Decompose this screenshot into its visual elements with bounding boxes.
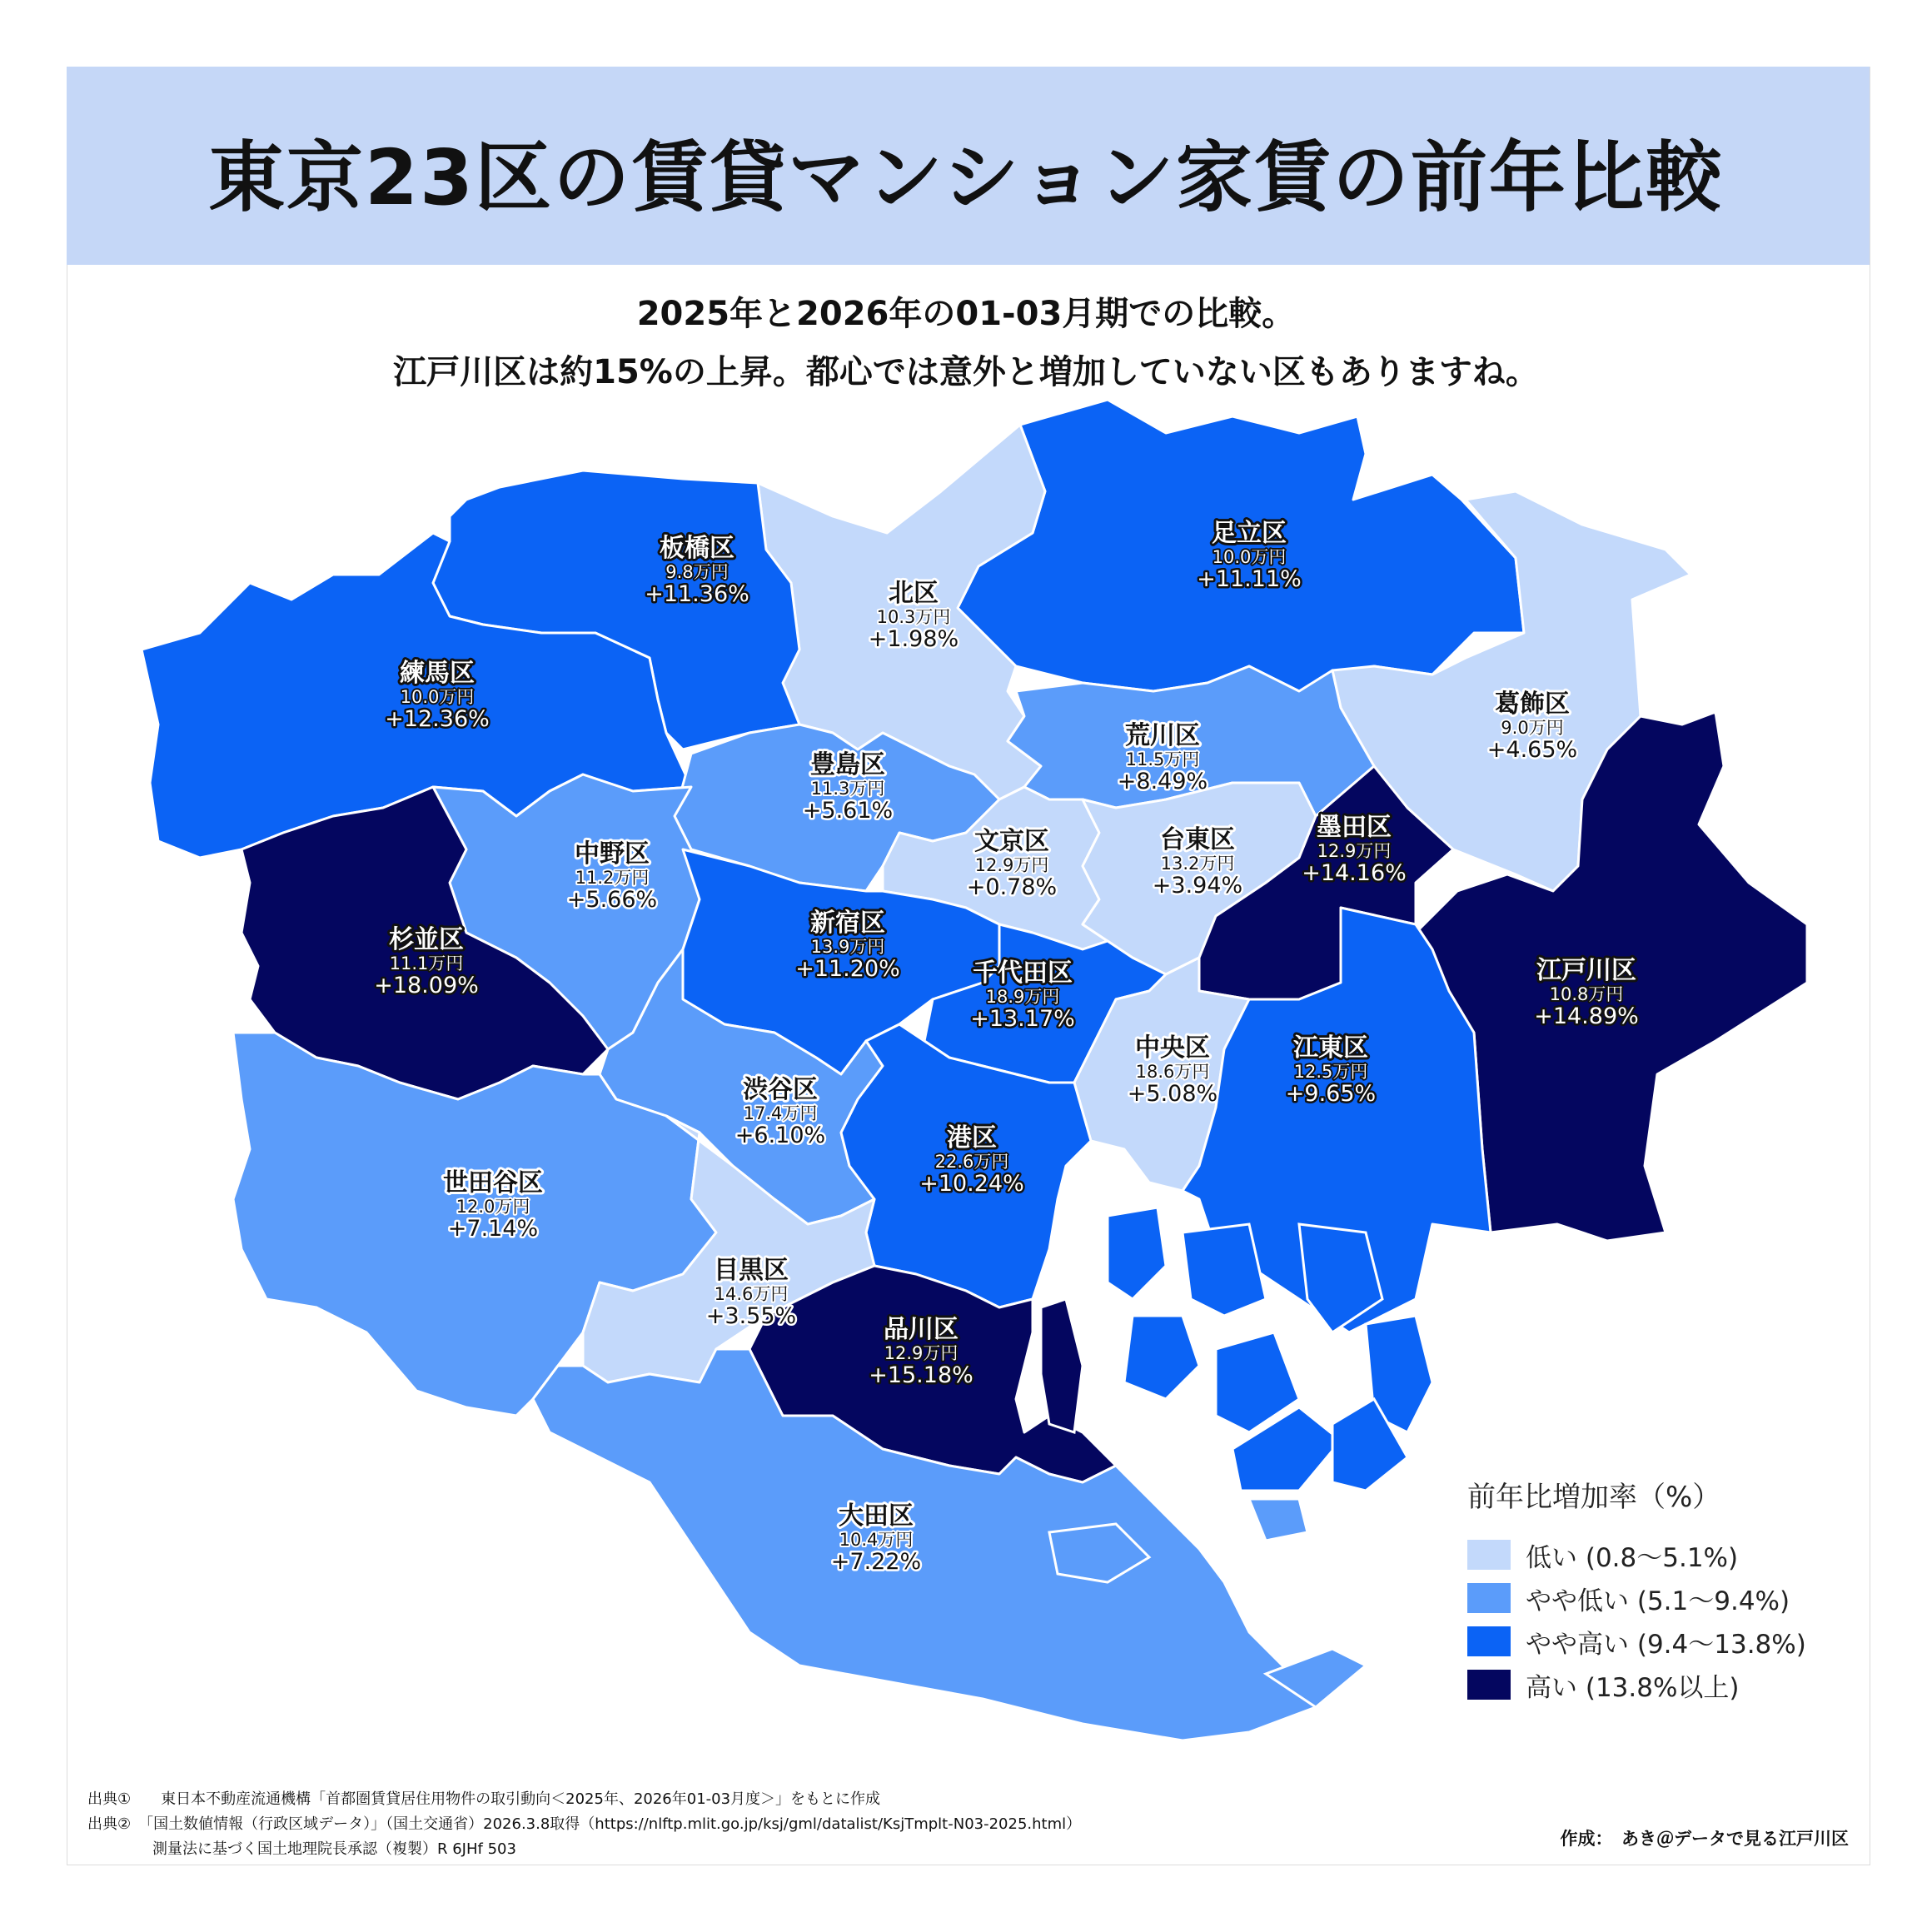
ward-rent-label: 13.9万円 xyxy=(810,937,885,957)
ward-rent-label: 11.1万円 xyxy=(389,954,464,973)
legend-swatch xyxy=(1467,1540,1511,1570)
legend-swatch xyxy=(1467,1626,1511,1656)
ward-name-label: 板橋区 xyxy=(660,534,734,563)
ward-name-label: 品川区 xyxy=(884,1315,959,1344)
ward-name-label: 墨田区 xyxy=(1317,813,1392,842)
ward-name-label: 足立区 xyxy=(1212,519,1287,548)
ward-rent-label: 11.3万円 xyxy=(810,779,885,799)
ward-rent-label: 12.9万円 xyxy=(974,855,1049,875)
ward-rate-label: +1.98% xyxy=(868,626,959,652)
ward-name-label: 港区 xyxy=(947,1123,997,1153)
ward-rate-label: +6.10% xyxy=(734,1123,826,1148)
ward-rate-label: +12.36% xyxy=(385,706,490,732)
ward-rent-label: 17.4万円 xyxy=(743,1103,818,1123)
ward-rent-label: 12.9万円 xyxy=(884,1343,959,1363)
ward-name-label: 渋谷区 xyxy=(743,1075,818,1104)
ward-rent-label: 12.5万円 xyxy=(1293,1062,1368,1082)
ward-rate-label: +11.11% xyxy=(1197,566,1302,592)
source-line-3: 測量法に基づく国土地理院長承認（複製）R 6JHf 503 xyxy=(152,1840,516,1858)
legend xyxy=(1467,1474,1834,1706)
ward-rate-label: +3.55% xyxy=(705,1303,797,1329)
ward-rate-label: +7.22% xyxy=(830,1549,922,1575)
legend-item-mid-low xyxy=(1467,1576,1834,1620)
ward-rate-label: +10.24% xyxy=(919,1171,1024,1197)
ward-rent-label: 9.8万円 xyxy=(665,562,729,582)
ward-rent-label: 22.6万円 xyxy=(934,1152,1009,1172)
ward-rate-label: +11.36% xyxy=(645,581,749,607)
ward-name-label: 豊島区 xyxy=(810,750,885,779)
ward-rate-label: +15.18% xyxy=(869,1362,973,1388)
ward-rate-label: +11.20% xyxy=(795,956,900,982)
legend-title: 前年比増加率（%） xyxy=(1467,1481,1721,1514)
ward-rate-label: +14.16% xyxy=(1302,860,1407,886)
ward-rent-label: 9.0万円 xyxy=(1501,718,1564,738)
ward-rate-label: +5.08% xyxy=(1127,1081,1218,1107)
source-line-1: 出典① 東日本不動産流通機構「首都圏賃貸居住用物件の取引動向＜2025年、2026年01-03月度＞」をもとに作成 xyxy=(87,1790,881,1808)
ward-name-label: 江東区 xyxy=(1293,1033,1368,1063)
legend-item-mid-high xyxy=(1467,1620,1834,1663)
legend-label: 低い (0.8〜5.1%) xyxy=(1526,1542,1739,1573)
ward-rent-label: 14.6万円 xyxy=(714,1284,789,1304)
ward-name-label: 世田谷区 xyxy=(443,1168,543,1198)
legend-label: やや低い (5.1〜9.4%) xyxy=(1526,1586,1790,1616)
ward-name-label: 江戸川区 xyxy=(1536,956,1636,985)
ward-name-label: 中野区 xyxy=(575,839,650,869)
ward-name-label: 北区 xyxy=(889,579,939,608)
ward-rent-label: 10.4万円 xyxy=(839,1530,914,1550)
subtitle-line-2: 江戸川区は約15%の上昇。都心では意外と増加していない区もありますね。 xyxy=(393,353,1539,391)
legend-swatch xyxy=(1467,1583,1511,1613)
ward-rent-label: 11.2万円 xyxy=(575,868,650,888)
legend-swatch xyxy=(1467,1670,1511,1700)
source-line-2: 出典② 「国土数値情報（行政区域データ）」（国土交通省）2026.3.8取得（https://nlftp.mlit.go.jp/ksj/gml/datalist/KsjTmplt-N03-2025.html） xyxy=(87,1815,1082,1833)
page-title: 東京23区の賃貸マンション家賃の前年比較 xyxy=(208,133,1724,222)
ward-rent-label: 18.9万円 xyxy=(985,987,1060,1007)
ward-rent-label: 10.0万円 xyxy=(1212,547,1287,567)
ward-name-label: 目黒区 xyxy=(714,1256,789,1285)
ward-name-label: 文京区 xyxy=(974,827,1049,856)
ward-name-label: 新宿区 xyxy=(810,909,885,938)
ward-rate-label: +5.61% xyxy=(802,798,894,824)
ward-rate-label: +4.65% xyxy=(1486,737,1578,763)
ward-rent-label: 12.9万円 xyxy=(1317,841,1392,861)
ward-rent-label: 13.2万円 xyxy=(1160,854,1235,874)
ward-name-label: 大田区 xyxy=(839,1501,914,1531)
ward-name-label: 杉並区 xyxy=(389,925,464,954)
ward-name-label: 荒川区 xyxy=(1125,721,1200,750)
credit: 作成： あき＠データで見る江戸川区 xyxy=(1560,1829,1849,1849)
ward-rent-label: 10.3万円 xyxy=(876,607,951,627)
ward-name-label: 千代田区 xyxy=(973,959,1073,988)
ward-rate-label: +5.66% xyxy=(566,887,658,913)
legend-item-high xyxy=(1467,1663,1834,1706)
ward-rate-label: +18.09% xyxy=(374,973,479,998)
legend-label: 高い (13.8%以上) xyxy=(1526,1672,1740,1703)
ward-rate-label: +8.49% xyxy=(1117,769,1208,794)
legend-item-low xyxy=(1467,1533,1834,1576)
ward-name-label: 台東区 xyxy=(1160,825,1235,854)
ward-rate-label: +14.89% xyxy=(1534,1003,1639,1029)
ward-rate-label: +13.17% xyxy=(970,1006,1075,1032)
ward-rate-label: +9.65% xyxy=(1285,1081,1377,1107)
ward-rent-label: 11.5万円 xyxy=(1125,749,1200,769)
ward-name-label: 葛飾区 xyxy=(1495,690,1570,719)
ward-name-label: 練馬区 xyxy=(400,659,475,688)
legend-label: やや高い (9.4〜13.8%) xyxy=(1526,1629,1806,1660)
ward-rent-label: 12.0万円 xyxy=(456,1197,530,1217)
subtitle-line-1: 2025年と2026年の01-03月期での比較。 xyxy=(636,295,1296,333)
ward-rent-label: 10.0万円 xyxy=(400,687,475,707)
ward-rent-label: 10.8万円 xyxy=(1549,984,1624,1004)
ward-rate-label: +7.14% xyxy=(447,1216,539,1242)
ward-rate-label: +0.78% xyxy=(966,874,1058,900)
ward-rent-label: 18.6万円 xyxy=(1135,1062,1210,1082)
ward-name-label: 中央区 xyxy=(1135,1033,1210,1063)
ward-rate-label: +3.94% xyxy=(1152,873,1243,899)
